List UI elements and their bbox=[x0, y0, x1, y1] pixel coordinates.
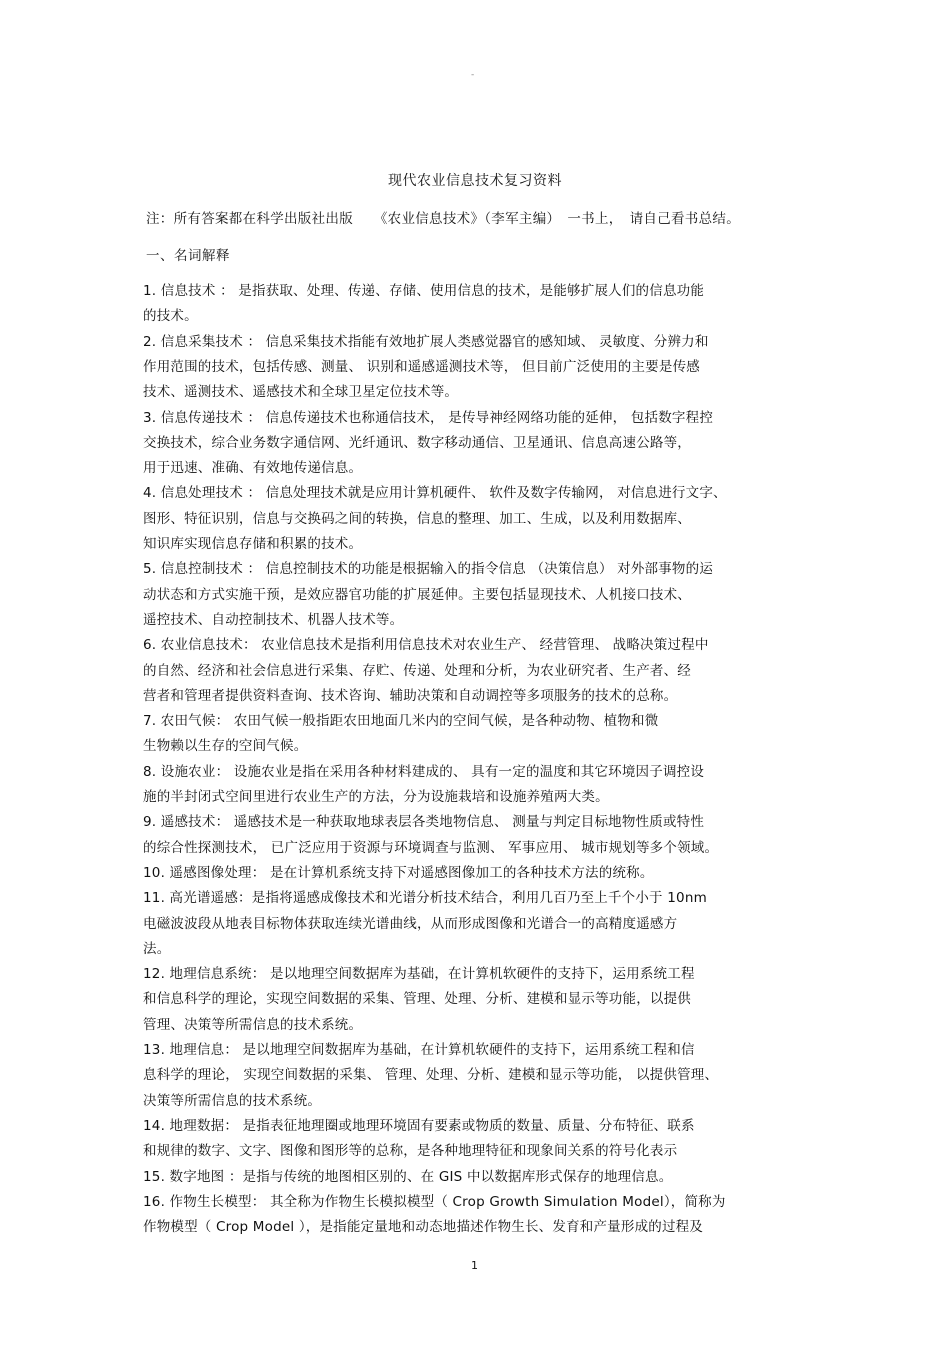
text-line: 11. 高光谱遥感：是指将遥感成像技术和光谱分析技术结合，利用几百乃至上千个小于 10nm bbox=[143, 890, 707, 907]
text-line: 6. 农业信息技术： 农业信息技术是指利用信息技术对农业生产、 经营管理、 战略决策过程中 bbox=[143, 637, 709, 654]
text-line: 13. 地理信息： 是以地理空间数据库为基础，在计算机软硬件的支持下，运用系统工程和信 bbox=[143, 1042, 695, 1058]
text-line: 3. 信息传递技术 ： 信息传递技术也称通信技术， 是传导神经网络功能的延伸， 包括数字程控 bbox=[143, 409, 714, 426]
text-line: 12. 地理信息系统： 是以地理空间数据库为基础，在计算机软硬件的支持下，运用系统工程 bbox=[143, 966, 695, 983]
page-title: 现代农业信息技术复习资料 bbox=[388, 173, 562, 189]
text-line: 和信息科学的理论，实现空间数据的采集、管理、处理、分析、建模和显示等功能，以提供 bbox=[143, 991, 691, 1008]
text-line: 动状态和方式实施干预，是效应器官功能的扩展延伸。主要包括显现技术、人机接口技术、 bbox=[143, 586, 691, 603]
header-mark: - bbox=[471, 70, 475, 80]
text-line: 和规律的数字、文字、图像和图形等的总称，是各种地理特征和现象间关系的符号化表示 bbox=[143, 1143, 678, 1160]
text-line: 决策等所需信息的技术系统。 bbox=[143, 1092, 322, 1109]
text-line: 营者和管理者提供资料查询、技术咨询、辅助决策和自动调控等多项服务的技术的总称。 bbox=[143, 687, 678, 704]
text-line: 技术、遥测技术、遥感技术和全球卫星定位技术等。 bbox=[143, 384, 459, 401]
text-line: 7. 农田气候： 农田气候一般指距农田地面几米内的空间气候，是各种动物、植物和微 bbox=[143, 713, 659, 730]
text-line: 知识库实现信息存储和积累的技术。 bbox=[143, 536, 363, 552]
text-line: 用于迅速、准确、有效地传递信息。 bbox=[143, 460, 363, 477]
page-number: 1 bbox=[471, 1259, 478, 1272]
text-line: 8. 设施农业： 设施农业是指在采用各种材料建成的、 具有一定的温度和其它环境因子调控设 bbox=[143, 763, 705, 780]
text-line: 4. 信息处理技术 ： 信息处理技术就是应用计算机硬件、 软件及数字传输网， 对信息进行文字、 bbox=[143, 485, 727, 502]
text-line: 图形、特征识别，信息与交换码之间的转换，信息的整理、加工、生成，以及利用数据库、 bbox=[143, 510, 691, 527]
text-line: 的综合性探测技术， 已广泛应用于资源与环境调查与监测、 军事应用、 城市规划等多个领域。 bbox=[143, 839, 719, 856]
text-line: 息科学的理论， 实现空间数据的采集、 管理、处理、分析、建模和显示等功能， 以提供管理、 bbox=[143, 1067, 719, 1084]
text-line: 生物赖以生存的空间气候。 bbox=[143, 738, 308, 755]
text-line: 10. 遥感图像处理： 是在计算机系统支持下对遥感图像加工的各种技术方法的统称。 bbox=[143, 864, 654, 881]
text-line: 施的半封闭式空间里进行农业生产的方法，分为设施栽培和设施养殖两大类。 bbox=[143, 789, 609, 805]
text-line: 9. 遥感技术： 遥感技术是一种获取地球表层各类地物信息、 测量与判定目标地物性质或特性 bbox=[143, 814, 705, 831]
text-line: 作物模型（ Crop Model ），是指能定量地和动态地描述作物生长、发育和产量形成的过程及 bbox=[143, 1219, 704, 1236]
text-line: 遥控技术、自动控制技术、机器人技术等。 bbox=[143, 611, 404, 628]
text-line: 的技术。 bbox=[143, 308, 198, 325]
text-line: 16. 作物生长模型： 其全称为作物生长模拟模型（ Crop Growth Simulation Model），简称为 bbox=[143, 1193, 726, 1210]
text-line: 14. 地理数据： 是指表征地理圈或地理环境固有要素或物质的数量、质量、分布特征、联系 bbox=[143, 1117, 695, 1134]
note-line: 注：所有答案都在科学出版社出版 《农业信息技术》（李军主编） 一书上， 请自己看书总结。 bbox=[146, 211, 740, 227]
section-heading: 一、名词解释 bbox=[146, 248, 230, 264]
text-line: 交换技术，综合业务数字通信网、光纤通讯、数字移动通信、卫星通讯、信息高速公路等， bbox=[143, 434, 691, 451]
text-line: 15. 数字地图 ：是指与传统的地图相区别的、在 GIS 中以数据库形式保存的地理信息。 bbox=[143, 1168, 673, 1185]
text-line: 5. 信息控制技术 ： 信息控制技术的功能是根据输入的指令信息 （决策信息） 对外部事物的运 bbox=[143, 561, 714, 578]
text-line: 作用范围的技术，包括传感、测量、 识别和遥感遥测技术等， 但目前广泛使用的主要是传感 bbox=[143, 358, 700, 375]
text-line: 2. 信息采集技术 ： 信息采集技术指能有效地扩展人类感觉器官的感知域、 灵敏度、分辨力和 bbox=[143, 333, 709, 350]
text-line: 法。 bbox=[143, 940, 171, 957]
text-line: 电磁波波段从地表目标物体获取连续光谱曲线，从而形成图像和光谱合一的高精度遥感方 bbox=[143, 915, 678, 932]
text-line: 管理、决策等所需信息的技术系统。 bbox=[143, 1016, 363, 1033]
text-line: 1. 信息技术 ： 是指获取、处理、传递、存储、使用信息的技术，是能够扩展人们的信息功能 bbox=[143, 283, 705, 299]
text-line: 的自然、经济和社会信息进行采集、存贮、传递、处理和分析，为农业研究者、生产者、经 bbox=[143, 662, 691, 679]
